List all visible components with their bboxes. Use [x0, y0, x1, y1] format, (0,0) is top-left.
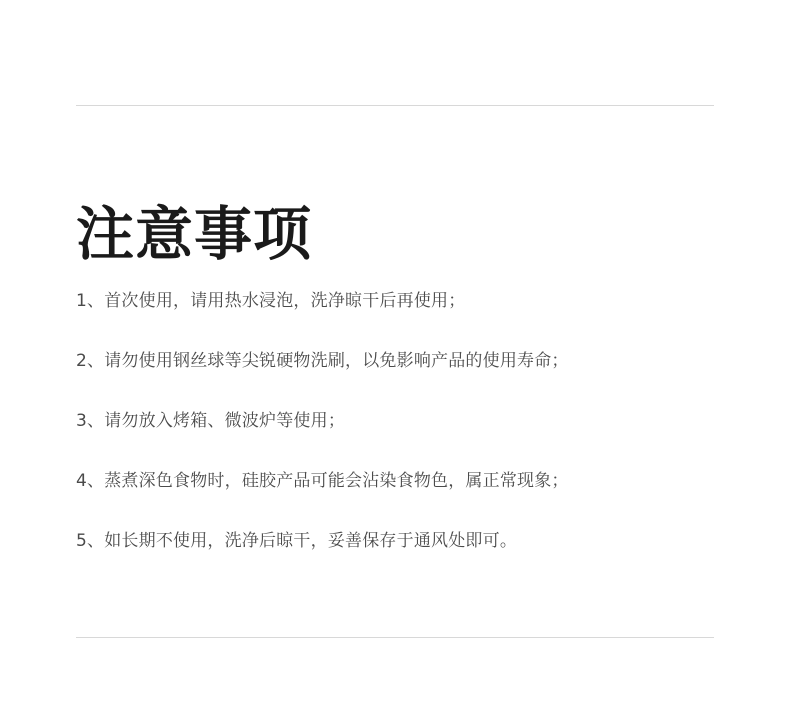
divider-top — [76, 105, 714, 106]
page-title: 注意事项 — [76, 199, 313, 268]
list-item: 5、如长期不使用，洗净后晾干，妥善保存于通风处即可。 — [76, 531, 518, 551]
list-item: 4、蒸煮深色食物时，硅胶产品可能会沾染食物色，属正常现象； — [76, 471, 569, 491]
list-item: 1、首次使用，请用热水浸泡，洗净晾干后再使用； — [76, 291, 466, 311]
notice-list — [76, 290, 714, 552]
list-item: 3、请勿放入烤箱、微波炉等使用； — [76, 411, 346, 431]
list-item: 2、请勿使用钢丝球等尖锐硬物洗刷，以免影响产品的使用寿命； — [76, 351, 569, 371]
divider-bottom — [76, 637, 714, 638]
content-column — [76, 0, 714, 704]
